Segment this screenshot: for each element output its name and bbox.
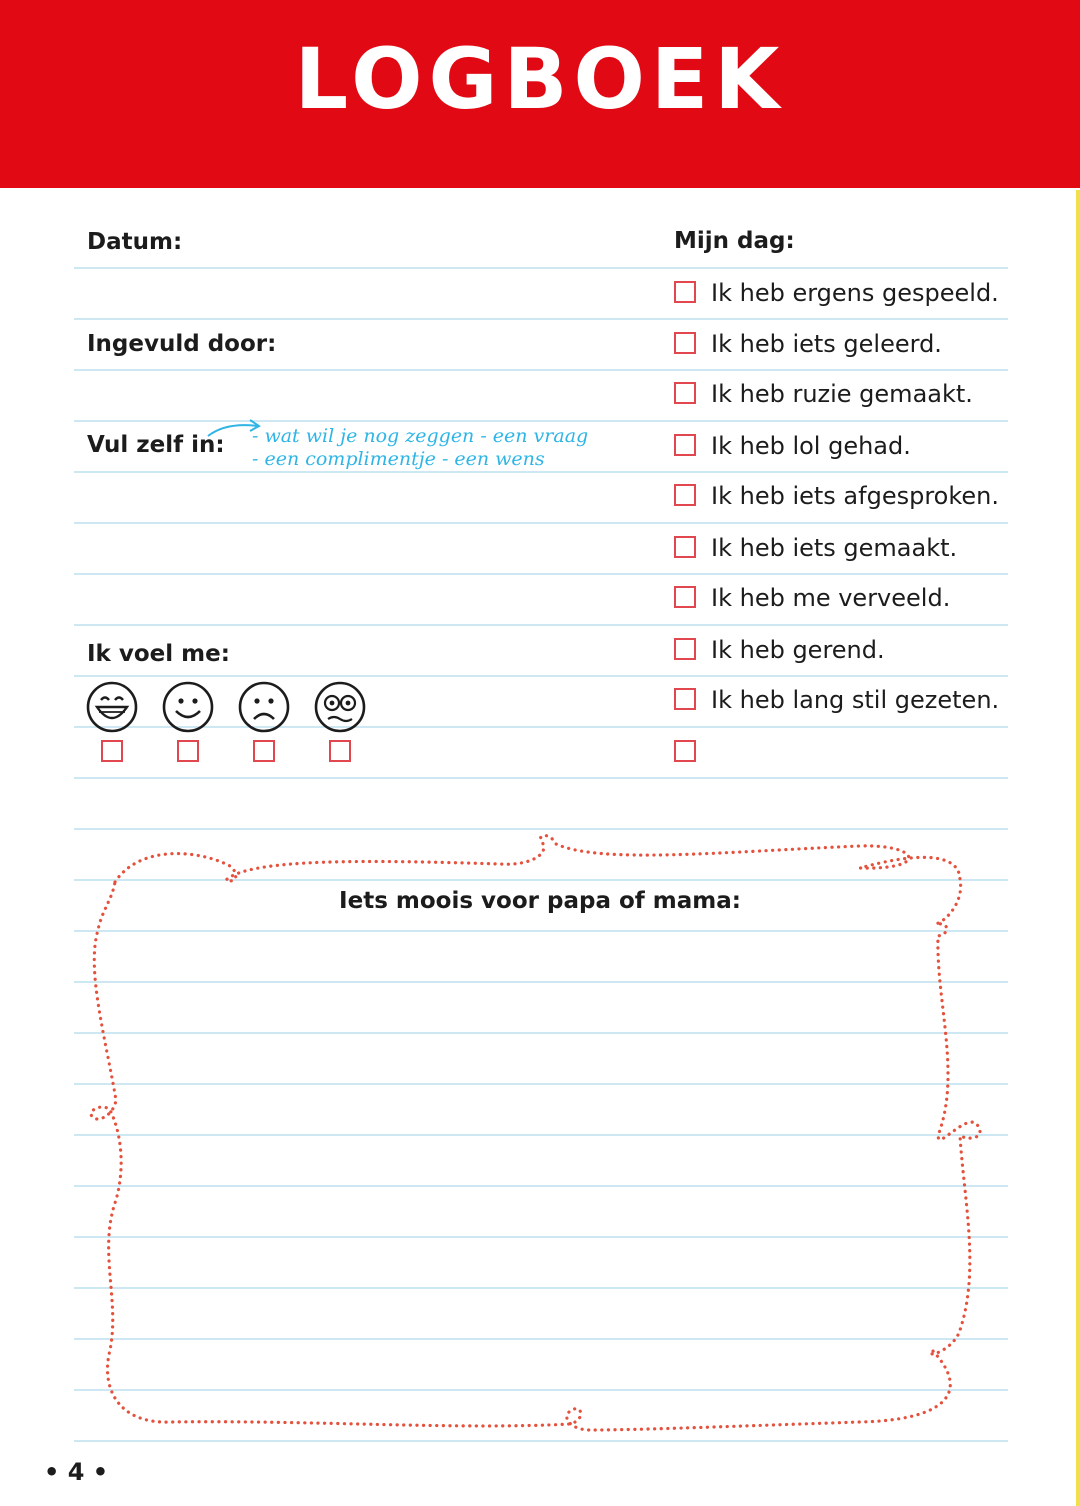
day-item-label: Ik heb lang stil gezeten. bbox=[711, 686, 1000, 714]
sad-face-icon bbox=[238, 681, 290, 733]
day-checkbox[interactable] bbox=[674, 586, 696, 608]
mood-checkbox-smiling[interactable] bbox=[177, 740, 199, 762]
day-checkbox[interactable] bbox=[674, 484, 696, 506]
datum-label: Datum: bbox=[87, 229, 183, 255]
day-checkbox[interactable] bbox=[674, 382, 696, 404]
hint-line-2: - een complimentje - een wens bbox=[252, 448, 545, 470]
day-checkbox[interactable] bbox=[674, 740, 696, 762]
day-item-label: Ik heb me verveeld. bbox=[711, 584, 951, 612]
mood-checkbox-laughing[interactable] bbox=[101, 740, 123, 762]
ingevuld-door-label: Ingevuld door: bbox=[87, 331, 277, 357]
day-item-label: Ik heb gerend. bbox=[711, 636, 885, 664]
page-number: • 4 • bbox=[44, 1458, 109, 1486]
mijn-dag-label: Mijn dag: bbox=[674, 228, 795, 254]
day-checkbox[interactable] bbox=[674, 688, 696, 710]
day-checkbox[interactable] bbox=[674, 536, 696, 558]
day-item-label: Ik heb iets gemaakt. bbox=[711, 534, 958, 562]
day-checkbox[interactable] bbox=[674, 434, 696, 456]
day-item-label: Ik heb iets afgesproken. bbox=[711, 482, 999, 510]
day-checkbox[interactable] bbox=[674, 332, 696, 354]
confused-face-icon bbox=[314, 681, 366, 733]
dotted-frame bbox=[80, 830, 1000, 1450]
header-banner bbox=[0, 0, 1080, 188]
page-title: LOGBOEK bbox=[294, 30, 786, 128]
day-item-label: Ik heb ergens gespeeld. bbox=[711, 279, 999, 307]
smiling-face-icon bbox=[162, 681, 214, 733]
frame-title: Iets moois voor papa of mama: bbox=[339, 888, 741, 914]
ik-voel-me-label: Ik voel me: bbox=[87, 641, 230, 667]
mood-checkbox-confused[interactable] bbox=[329, 740, 351, 762]
page-edge-stripe bbox=[1076, 190, 1080, 1506]
day-item-label: Ik heb iets geleerd. bbox=[711, 330, 942, 358]
day-item-label: Ik heb lol gehad. bbox=[711, 432, 911, 460]
header-fringe bbox=[0, 180, 1080, 190]
day-checkbox[interactable] bbox=[674, 281, 696, 303]
hint-line-1: - wat wil je nog zeggen - een vraag bbox=[252, 425, 589, 447]
mood-checkbox-sad[interactable] bbox=[253, 740, 275, 762]
day-item-label: Ik heb ruzie gemaakt. bbox=[711, 380, 973, 408]
vul-zelf-in-label: Vul zelf in: bbox=[87, 432, 225, 458]
laughing-face-icon bbox=[86, 681, 138, 733]
day-checkbox[interactable] bbox=[674, 638, 696, 660]
